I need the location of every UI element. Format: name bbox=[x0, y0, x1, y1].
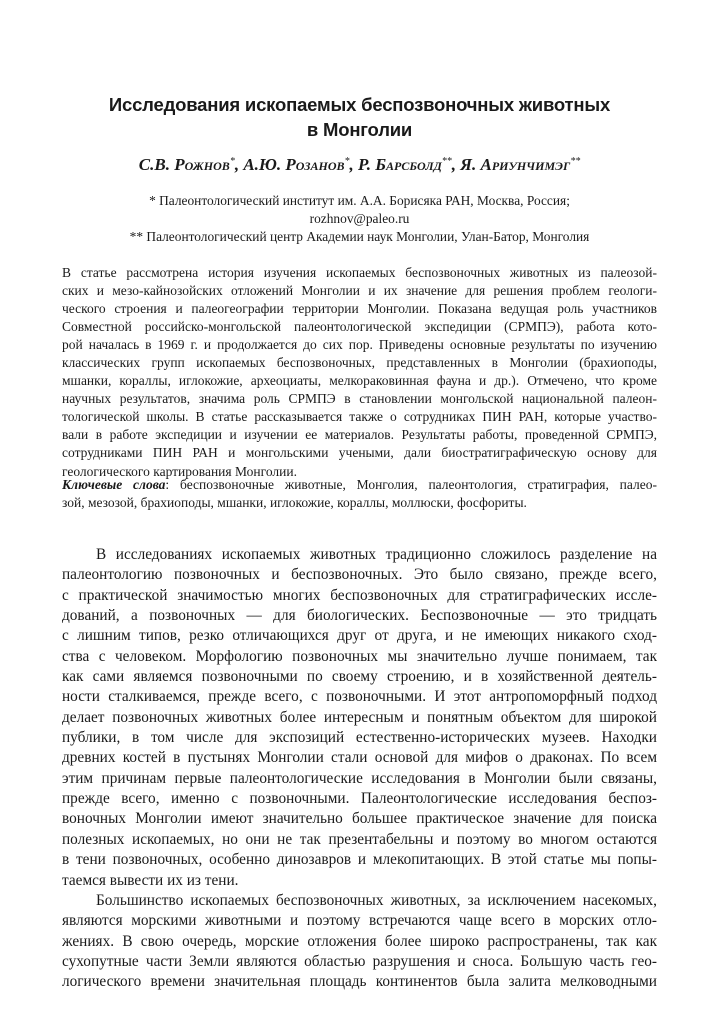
keywords bbox=[62, 476, 657, 512]
affiliation-2: ** Палеонтологический центр Академии наук Монголии, Улан-Батор, Монголия bbox=[129, 229, 590, 244]
article-title bbox=[62, 92, 657, 142]
author-name: Р. Барсболд bbox=[358, 155, 442, 174]
article-title-line-1: Исследования ископаемых беспозвоночных животных bbox=[108, 94, 611, 115]
body-line: воночных Монголии имеют значительно большее практическое значение для поиска bbox=[62, 810, 657, 828]
abstract-line: сотрудниками ПИН РАН и монгольскими учеными, дали биостратиграфическую основу для bbox=[62, 445, 657, 461]
body-line: таемся вывести их из тени. bbox=[62, 871, 239, 889]
body-line: являются морскими животными и поэтому встречаются чаще всего в морских отло- bbox=[62, 912, 657, 930]
author-name: А.Ю. Розанов bbox=[243, 155, 345, 174]
keywords-line-2: зой, мезозой, брахиоподы, мшанки, иглокожие, кораллы, моллюски, фосфориты. bbox=[62, 495, 527, 511]
author-1 bbox=[139, 155, 244, 174]
author-list bbox=[62, 155, 657, 175]
abstract-line: ческого строения и палеогеографии территории Монголии. Показана ведущая роль участников bbox=[62, 301, 657, 317]
body-line: жениях. В свою очередь, морские отложения более широко распространены, так как bbox=[62, 932, 657, 950]
abstract-line: Совместной российско-монгольской палеонтологической экспедиции (СРМПЭ), работа кото- bbox=[62, 319, 657, 335]
abstract-line: В статье рассмотрена история изучения ископаемых беспозвоночных животных из палеозой- bbox=[62, 265, 657, 280]
article-title-line-2: в Монголии bbox=[306, 119, 413, 140]
author-name: С.В. Рожнов bbox=[138, 155, 230, 174]
abstract-line: научных результатов, значима роль СРМПЭ в становлении монгольской национальной палеон- bbox=[62, 391, 657, 407]
body-line: прежде всего, именно с позвоночными. Палеонтологические исследования беспоз- bbox=[62, 790, 657, 808]
body-line: палеонтологию позвоночных и беспозвоночных. Это было связано, прежде всего, bbox=[62, 566, 657, 584]
keywords-text: : беспозвоночные животные, Монголия, палеонтология, стратиграфия, палео- bbox=[165, 477, 657, 492]
body-line: делает позвоночных животных более интересным и понятным объектом для широкой bbox=[62, 708, 657, 726]
abstract bbox=[62, 264, 657, 481]
body-line: ности сталкиваемся, прежде всего, с позвоночными. И этот антропоморфный подход bbox=[62, 688, 657, 706]
author-name: Я. Ариунчимэг bbox=[460, 155, 571, 174]
abstract-line: геологического картирования Монголии. bbox=[62, 463, 297, 479]
body-line: как сами являемся позвоночными по своему строению, и в хозяйственной деятель- bbox=[62, 668, 657, 686]
body-line: сухопутные части Земли являются областью разрушения и сноса. Большую часть гео- bbox=[62, 952, 657, 970]
affiliation-mark: * bbox=[344, 156, 350, 167]
author-2 bbox=[243, 155, 358, 174]
body-line: полезных ископаемых, но они не так презентабельны и поэтому во многом остаются bbox=[62, 830, 657, 848]
body-line: с практической значимостью многих беспозвоночных для стратиграфических иссле- bbox=[62, 586, 657, 604]
body-line: древних костей в пустынях Монголии стали основой для мифов о драконах. По всем bbox=[62, 749, 657, 767]
abstract-line: классических групп ископаемых беспозвоночных, представленных в Монголии (брахиоподы, bbox=[62, 355, 657, 371]
author-email: rozhnov@paleo.ru bbox=[309, 211, 410, 226]
body-line: этим причинам первые палеонтологические исследования в Монголии были связаны, bbox=[62, 769, 657, 787]
body-line: ства с человеком. Морфологию позвоночных мы значительно лучше понимаем, так bbox=[62, 647, 657, 665]
affiliation-mark: * bbox=[229, 156, 235, 167]
keywords-line-1 bbox=[62, 476, 657, 494]
author-separator: , bbox=[234, 155, 244, 174]
abstract-line: тологической школы. В статье рассказывается также о сотрудниках ПИН РАН, которые участво- bbox=[62, 409, 657, 425]
body-line: в тени позвоночных, особенно динозавров и млекопитающих. В этой статье мы попы- bbox=[62, 851, 657, 869]
body-line: Большинство ископаемых беспозвоночных животных, за исключением насекомых, bbox=[96, 891, 657, 909]
keywords-label: Ключевые слова bbox=[62, 477, 166, 492]
body-line: логического времени значительная площадь континентов была залита мелководными bbox=[62, 973, 657, 991]
author-3 bbox=[358, 155, 460, 174]
body-line: публики, в том числе для экспозиций естественно-исторических музеев. Находки bbox=[62, 729, 657, 747]
affiliation-mark: ** bbox=[441, 156, 452, 167]
affiliation-1: * Палеонтологический институт им. А.А. Борисяка РАН, Москва, Россия; bbox=[149, 193, 570, 208]
body-line: дований, а позвоночных — для биологических. Беспозвоночные — это тридцать bbox=[62, 607, 657, 625]
abstract-line: рой началась в 1969 г. и продолжается до сих пор. Приведены основные результаты по изучению bbox=[62, 337, 657, 353]
affiliation-mark: ** bbox=[570, 156, 581, 167]
abstract-line: ских и мезо-кайнозойских отложений Монголии и их значение для решения проблем геологи- bbox=[62, 283, 657, 299]
body-text bbox=[62, 545, 657, 993]
author-4 bbox=[460, 155, 580, 174]
abstract-line: вали в работе экспедиции и изучении ее материалов. Результаты работы, проведенной СРМПЭ, bbox=[62, 427, 657, 443]
body-line: В исследованиях ископаемых животных традиционно сложилось разделение на bbox=[96, 546, 657, 563]
abstract-line: мшанки, кораллы, иглокожие, археоциаты, мелкораковинная фауна и др.). Отмечено, что кроме bbox=[62, 373, 657, 389]
author-separator: , bbox=[349, 155, 359, 174]
body-line: с лишним типов, резко отличающихся друг от друга, и не имеющих никакого сход- bbox=[62, 627, 657, 645]
author-separator: , bbox=[451, 155, 461, 174]
